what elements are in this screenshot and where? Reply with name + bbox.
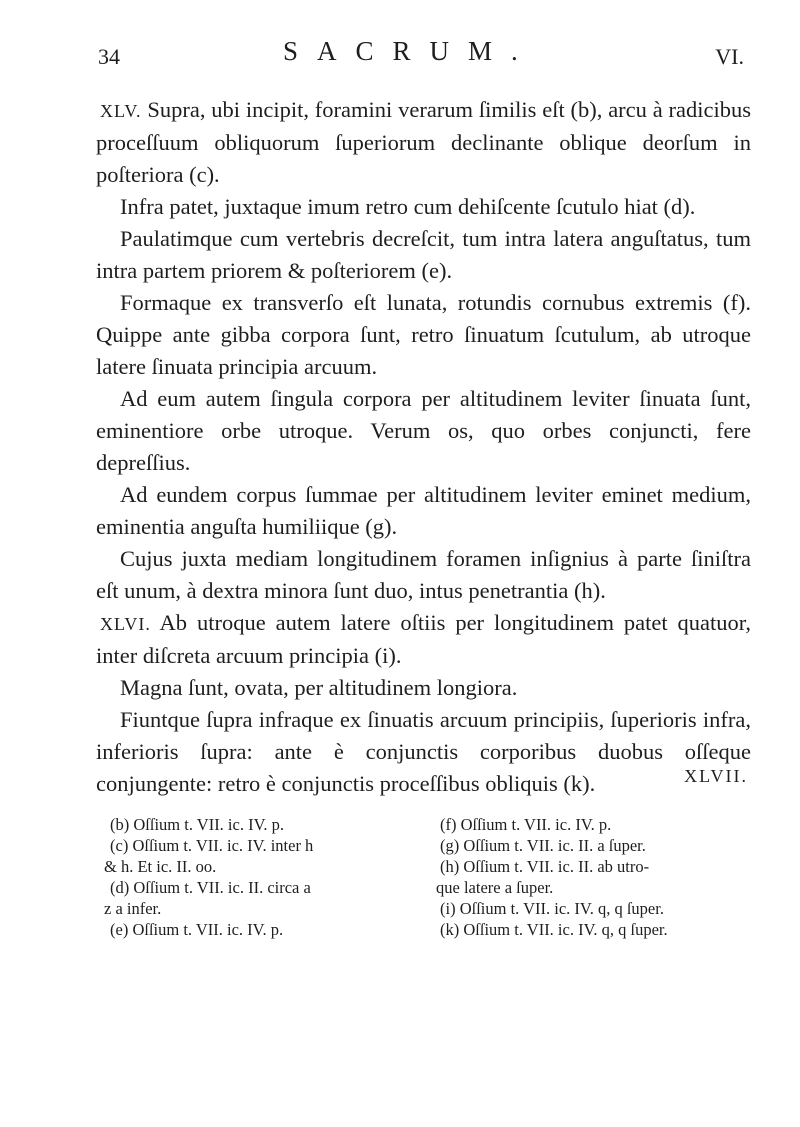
section-number: XLV. (100, 101, 142, 121)
section-number: XLVI. (100, 614, 151, 634)
paragraph (96, 287, 751, 383)
paragraph (96, 607, 751, 672)
paragraph-text: Cujus juxta mediam longitudinem foramen inſignius à parte ſiniſtra eſt unum, à dextra minora ſunt duo, intus penetrantia (h). (96, 546, 751, 603)
footnote-continuation: & h. Et ic. II. oo. (104, 857, 217, 876)
paragraph (96, 191, 751, 223)
paragraph (96, 223, 751, 287)
paragraph (96, 672, 751, 704)
paragraph-text: Magna ſunt, ovata, per altitudinem longiora. (120, 675, 518, 700)
footnotes-left-column (104, 814, 430, 940)
paragraph-text: Infra patet, juxtaque imum retro cum dehiſcente ſcutulo hiat (d). (120, 194, 696, 219)
paragraph (96, 383, 751, 479)
paragraph-text: Ad eundem corpus ſummae per altitudinem leviter eminet medium, eminentia anguſta humiliique (g). (96, 482, 751, 539)
footnote: (b) Oſſium t. VII. ic. IV. p. (110, 815, 284, 834)
paragraph (96, 704, 751, 800)
footnote: (k) Oſſium t. VII. ic. IV. q, q ſuper. (440, 920, 668, 939)
footnotes-right-column (436, 814, 760, 940)
footnote: (g) Oſſium t. VII. ic. II. a ſuper. (440, 836, 646, 855)
main-text (96, 94, 751, 800)
paragraph-text: Paulatimque cum vertebris decreſcit, tum intra latera anguſtatus, tum intra partem priorem & poſteriorem (e). (96, 226, 751, 283)
page-number: 34 (98, 44, 120, 69)
chapter-number: VI. (715, 44, 744, 69)
footnote: (d) Oſſium t. VII. ic. II. circa a (110, 878, 311, 897)
catchword: XLVII. (684, 766, 748, 786)
paragraph-text: Supra, ubi incipit, foramini verarum ſimilis eſt (b), arcu à radicibus proceſſuum obliquorum ſuperiorum declinante oblique deorſum in poſteriora (c). (96, 97, 752, 187)
paragraph-text: Fiuntque ſupra infraque ex ſinuatis arcuum principiis, ſuperioris infra, inferioris ſupra: ante è conjunctis corporibus duobus oſſeque conjungente: retro è conjunctis proceſſibus obliquis (k). (96, 707, 751, 796)
running-header (98, 36, 744, 72)
footnote: (c) Oſſium t. VII. ic. IV. inter h (110, 836, 314, 855)
paragraph-text: Formaque ex transverſo eſt lunata, rotundis cornubus extremis (f). Quippe ante gibba corpora ſunt, retro ſinuatum ſcutulum, ab utroque latere ſinuata principia arcuum. (96, 290, 751, 379)
running-title: SACRUM. (283, 36, 537, 66)
paragraph (96, 479, 751, 543)
footnote: (h) Oſſium t. VII. ic. II. ab utro- (440, 857, 650, 876)
footnote: (f) Oſſium t. VII. ic. IV. p. (440, 815, 612, 834)
footnote: (e) Oſſium t. VII. ic. IV. p. (110, 920, 284, 939)
footnote-continuation: z a infer. (104, 899, 162, 918)
paragraph (96, 94, 751, 191)
paragraph-text: Ab utroque autem latere oſtiis per longitudinem patet quatuor, inter diſcreta arcuum principia (i). (96, 610, 751, 668)
paragraph (96, 543, 751, 607)
footnote-continuation: que latere a ſuper. (436, 878, 554, 897)
footnote: (i) Oſſium t. VII. ic. IV. q, q ſuper. (440, 899, 664, 918)
paragraph-text: Ad eum autem ſingula corpora per altitudinem leviter ſinuata ſunt, eminentiore orbe utroque. Verum os, quo orbes conjuncti, fere depreſſius. (96, 386, 751, 475)
